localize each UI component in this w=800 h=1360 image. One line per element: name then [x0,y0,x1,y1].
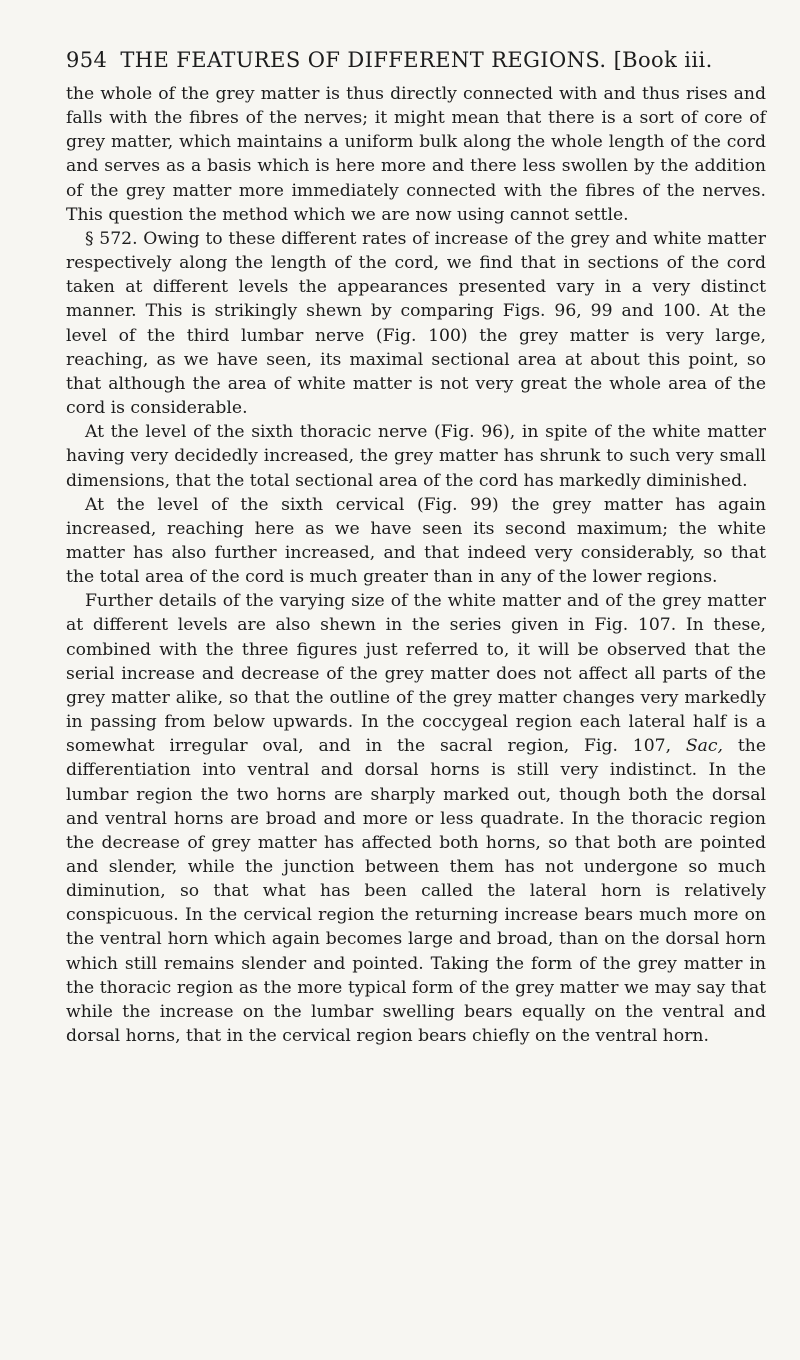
page-number: 954 [66,48,108,72]
book-page [66,46,766,1048]
paragraph-text-before: Further details of the varying size of the white matter and of the grey matter at different levels are also shewn in the series given in Fig. 107. In these, combined with the three figures just referred to, it will be observed that the serial increase and decrease of the grey matter does not affect all parts of the grey matter alike, so that the outline of the grey matter changes very markedly in passing from below upwards. In the coccygeal region each lateral half is a somewhat irregular oval, and in the sacral region, Fig. 107, [66,591,766,757]
paragraph-text: Owing to these different rates of increase of the grey and white matter respectively along the length of the cord, we find that in sections of the cord taken at different levels the appearances presented vary in a very distinct manner. This is strikingly shewn by comparing Figs. 96, 99 and 100. At the level of the third lumbar nerve (Fig. 100) the grey matter is very large, reaching, as we have seen, its maximal sectional area at about this point, so that although the area of white matter is not very great the whole area of the cord is considerable. [66,228,767,419]
paragraph-cervical: At the level of the sixth cervical (Fig. 99) the grey matter has again increased, reaching here as we have seen its second maximum; the white matter has also further increased, and that indeed very considerably, so that the total area of the cord is much greater than in any of the lower regions. [66,494,766,588]
running-title: THE FEATURES OF DIFFERENT REGIONS. [120,48,607,72]
running-head [66,46,766,74]
paragraph-section-572 [66,227,766,420]
section-number: § 572. [85,228,138,249]
paragraph-text-after: the differentiation into ventral and dorsal horns is still very indistinct. In the lumbar region the two horns are sharply marked out, though both the dorsal and ventral horns are broad and more or less quadrate. In the thoracic region the decrease of grey matter has affected both horns, so that both are pointed and slender, while the junction between them has not undergone so much diminution, so that what has been called the lateral horn is relatively conspicuous. In the cervical region the returning increase bears much more on the ventral horn which again becomes large and broad, than on the dorsal horn which still remains slender and pointed. Taking the form of the grey matter in the thoracic region as the more typical form of the grey matter we may say that while the increase on the lumbar swelling bears equally on the ventral and dorsal horns, that in the cervical region bears chiefly on the ventral horn. [66,736,767,1047]
paragraph-thoracic: At the level of the sixth thoracic nerve (Fig. 96), in spite of the white matter having very decidedly increased, the grey matter has shrunk to such very small dimensions, that the total sectional area of the cord has markedly diminished. [66,422,766,491]
book-label: [Book iii. [613,48,713,72]
paragraph-continuation: the whole of the grey matter is thus directly connected with and thus rises and falls with the fibres of the nerves; it might mean that there is a sort of core of grey matter, which maintains a uniform bulk along the whole length of the cord and serves as a basis which is here more and there less swollen by the addition of the grey matter more immediately connected with the fibres of the nerves. This question the method which we are now using cannot settle. [66,84,766,225]
italic-figure-ref: Sac, [685,736,724,757]
paragraph-further-details [66,589,766,1048]
body-text [66,82,766,1048]
